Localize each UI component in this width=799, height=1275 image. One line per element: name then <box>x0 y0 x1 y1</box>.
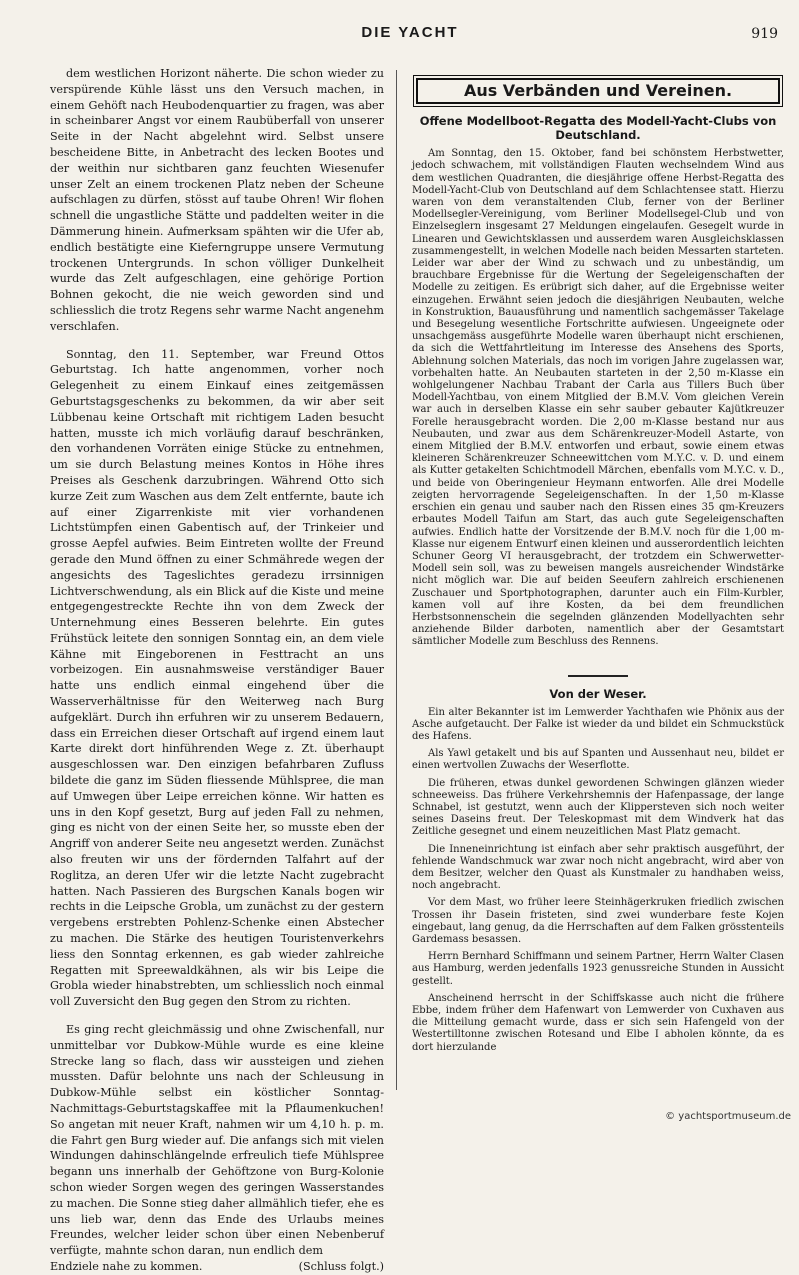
left-paragraph: dem westlichen Horizont näherte. Die schon wieder zu verspürende Kühle lässt uns den Versuch machen, in einem Gehöft nach Heubodenquartier zu fragen, was aber in scheinbarer Angst vor einem Raubüberfall von unserer Seite in der Nacht abgelehnt wird. Selbst unsere bescheidene Bitte, in Anbetracht des lecken Bootes und der weithin nur sichtbaren ganz feuchten Wiesenufer unser Zelt an einem trockenen Platz neben der Scheune aufschlagen zu dürfen, stösst auf taube Ohren! Wir flohen schnell die ungastliche Stätte und paddelten weiter in die Dämmerung hinein. Aufmerksam spähten wir die Ufer ab, endlich bestätigte eine Kieferngruppe unsere Vermutung trockenen Untergrunds. In schon völliger Dunkelheit wurde das Zelt aufgeschlagen, eine gehörige Portion Bohnen gekocht, die nie weich geworden sind und schliesslich die trotz Regens sehr warme Nacht angenehm verschlafen. <box>50 67 384 333</box>
article-paragraph: Die früheren, etwas dunkel gewordenen Schwingen glänzen wieder schneeweiss. Das frühere Verkehrshemnis der Hafenpassage, der lange Schnabel, ist gestutzt, wenn auch der Klippersteven sich noch weiter seines Daseins freut. Der Teleskopmast mit dem Windverk hat das Zeitliche gesegnet und einem neuzeitlichen Mast Platz gemacht. <box>412 777 784 838</box>
article-paragraph: Als Yawl getakelt und bis auf Spanten und Aussenhaut neu, bildet er einen wertvollen Zuwachs der Weserflotte. <box>412 748 784 772</box>
final-line: Endziele nahe zu kommen. <box>50 1259 203 1273</box>
left-paragraph: Es ging recht gleichmässig und ohne Zwischenfall, nur unmittelbar vor Dubkow-Mühle wurde es eine kleine Strecke lang so flach, dass wir aussteigen und ziehen mussten. Dafür belohnte uns nach der Schleusung in Dubkow-Mühle selbst ein köstlicher Sonntag-Nachmittags-Geburtstagskaffee mit la Pflaumenkuchen! So angetan mit neuer Kraft, nahmen wir um 4,10 h. p. m. die Fahrt gen Burg wieder auf. Die anfangs sich mit vielen Windungen dahinschlängelnde erfreulich tiefe Mühlspree begann uns innerhalb der Gehöftzone von Burg-Kolonie schon wieder Sorgen wegen des geringen Wasserstandes zu machen. Die Sonne stieg daher allmählich tiefer, ehe es uns lieb war, denn das Ende des Urlaubs meines Freundes, welcher leider schon über einen Nebenberuf verfügte, mahnte schon daran, nun endlich dem <box>50 1023 384 1258</box>
page-number: 919 <box>751 26 778 42</box>
article-paragraph: Am Sonntag, den 15. Oktober, fand bei schönstem Herbstwetter, jedoch schwachem, mit vollständigen Flauten wechselndem Wind aus dem westlichen Quadranten, die diesjährige offene Herbst-Regatta des Modell-Yacht-Club von Deutschland auf dem Schlachtensee statt. Hierzu waren von dem veranstaltenden Club, ferner von der Berliner Modellsegler-Vereinigung, vom Berliner Modellsegel-Club und von Einzelseglern insgesamt 27 Meldungen eingelaufen. Gesegelt wurde in Linearen und Gewichtsklassen und ausserdem waren Ausgleichsklassen zusammengestellt, in welchen Modelle nach beiden Messarten starteten. Leider war aber der Wind zu schwach und zu unbeständig, um brauchbare Ergebnisse für die Wertung der Segeleigenschaften der Modelle zu zeitigen. Es erübrigt sich daher, auf die Ergebnisse weiter einzugehen. Erwähnt seien jedoch die diesjährigen Neubauten, welche in Konstruktion, Bauausführung und namentlich sachgemässer Takelage und Besegelung wesentliche Fortschritte aufwiesen. Ungeeignete oder unsachgemäss ausgeführte Modelle waren überhaupt nicht erschienen, da sich die Wettfahrtleitung im Interesse des Ansehens des Sports, Ablehnung solchen Materials, das noch im vorigen Jahre zugelassen war, vorbehalten hatte. An Neubauten starteten in der 2,50 m-Klasse ein wohlgelungener Nachbau Trabant der Carla aus Tillers Buch über Modell-Yachtbau, von einem Mitglied der B.M.V. Vom gleichen Verein war auch in derselben Klasse ein sehr sauber gebauter Kajütkreuzer Forelle herausgebracht worden. Die 2,00 m-Klasse bestand nur aus Neubauten, und zwar aus dem Schärenkreuzer-Modell Astarte, von einem Mitglied der B.M.V. entworfen und erbaut, sowie einem etwas kleineren Schärenkreuzer Schneewittchen vom M.Y.C. v. D. und einem als Kutter getakelten Schichtmodell Märchen, ebenfalls vom M.Y.C. v. D., und beide von Oberingenieur Heymann entworfen. Alle drei Modelle zeigten hervorragende Segeleigenschaften. In der 1,50 m-Klasse erschien ein genau und sauber nach den Rissen eines 35 qm-Kreuzers erbautes Modell Taifun am Start, das auch gute Segeleigenschaften aufwies. Endlich hatte der Vorsitzende der B.M.V. noch für die 1,00 m-Klasse nur eigenem Entwurf einen kleinen und ausserordentlich leichten Schuner Georg VI herausgebracht, der trotzdem ein Schwerwetter-Modell sein soll, was zu beweisen mangels ausreichender Windstärke nicht möglich war. Die auf beiden Seeufern zahlreich erschienenen Zuschauer und Sportphotographen, darunter auch ein Film-Kurbler, kamen voll auf ihre Kosten, da bei dem freundlichen Herbstsonnenschein die segelnden glänzenden Modellyachten sehr anziehende Bilder darboten, namentlich aber der Gesamtstart sämtlicher Modelle zum Beschluss des Rennens. <box>412 148 784 648</box>
column-divider <box>396 70 397 1090</box>
right-column <box>412 74 784 1096</box>
left-column <box>50 66 384 1273</box>
signoff: (Schluss folgt.) <box>298 1259 384 1273</box>
article-title-regatta: Offene Modellboot-Regatta des Modell-Yacht-Clubs von Deutschland. <box>419 114 777 143</box>
section-heading: Aus Verbänden und Vereinen. <box>416 78 780 104</box>
watermark: © yachtsportmuseum.de <box>665 1111 791 1122</box>
page-header <box>40 20 780 60</box>
signoff-row <box>50 1259 384 1275</box>
article-paragraph: Vor dem Mast, wo früher leere Steinhägerkruken friedlich zwischen Trossen ihr Dasein fristeten, sind zwei wunderbare feste Kojen eingebaut, lang genug, da die Herrschaften auf dem Falken grösstenteils Gardemass besassen. <box>412 897 784 945</box>
left-paragraph: Sonntag, den 11. September, war Freund Ottos Geburtstag. Ich hatte angenommen, vorher noch Gelegenheit zu einem Einkauf eines zeitgemässen Geburtstagsgeschenks zu bekommen, da wir aber seit Lübbenau keine Ortschaft mit richtigem Laden besucht hatten, musste ich mich vorläufig darauf beschränken, den vorhandenen Vorräten einige Stücke zu entnehmen, um sie durch Belastung meines Kontos in Höhe ihres Preises als Geschenk darzubringen. Während Otto sich kurze Zeit zum Waschen aus dem Zelt entfernte, baute ich auf einer Zigarrenkiste mit vier vorhandenen Lichtstümpfen einen Gabentisch auf, der Trinkeier und grosse Aepfel aufwies. Beim Eintreten wollte der Freund gerade den Mund öffnen zu einer Schmährede wegen der angesichts des Tageslichtes geradezu irrsinnigen Lichtverschwendung, als ein Blick auf die Kiste und meine entgegengestreckte Rechte ihn von dem Zweck der Unternehmung eines Besseren belehrte. Ein gutes Frühstück leitete den sonnigen Sonntag ein, an dem viele Kähne mit Eingeborenen in Festtracht an uns vorbeizogen. Ein ausnahmsweise verständiger Bauer hatte uns endlich einmal eingehend über die Wasserverhältnisse für den Weiterweg nach Burg aufgeklärt. Durch ihn erfuhren wir zu unserem Bedauern, dass ein Erreichen dieser Ortschaft auf irgend einem laut Karte direkt dort hinführenden Wege z. Zt. überhaupt ausgeschlossen war. Den einzigen befahrbaren Zufluss bildete die ganz im Süden fliessende Mühlspree, die man auf Umwegen über Leipe erreichen könne. Wir hatten es uns in den Kopf gesetzt, Burg auf jeden Fall zu nehmen, ging es nicht von der einen Seite her, so musste eben der Angriff von anderer Seite neu angesetzt werden. Zunächst also freuten wir uns der fördernden Talfahrt auf der Roglitza, an deren Ufer wir die letzte Nacht zugebracht hatten. Nach Passieren des Burgschen Kanals bogen wir rechts in die Leipsche Grobla, um zunächst zu der gestern vergebens erstrebten Pohlenz-Schenke einen Abstecher zu machen. Die Stärke des heutigen Touristenverkehrs liess den Sonntag erkennen, es gab wieder zahlreiche Regatten mit Spreewaldkähnen, als wir bis Leipe die Grobla wieder hinabstrebten, um schliesslich noch einmal voll Zuversicht den Bug gegen den Strom zu richten. <box>50 347 384 1009</box>
article-paragraph: Ein alter Bekannter ist im Lemwerder Yachthafen wie Phönix aus der Asche aufgetaucht. Der Falke ist wieder da und bildet ein Schmuckstück des Hafens. <box>412 706 784 742</box>
magazine-title: DIE YACHT <box>361 24 459 41</box>
article-paragraph: Anscheinend herrscht in der Schiffskasse auch nicht die frühere Ebbe, indem früher dem Hafenwart von Lemwerder von Cuxhaven aus die Mitteilung gemacht wurde, dass er sich sein Hafengeld von der Westertilltonne zwischen Rotesand und Elbe I abholen könnte, da es dort hierzulande <box>412 992 784 1053</box>
article-paragraph: Herrn Bernhard Schiffmann und seinem Partner, Herrn Walter Clasen aus Hamburg, werden jedenfalls 1923 genussreiche Stunden in Aussicht gestellt. <box>412 951 784 987</box>
article-divider <box>568 675 628 677</box>
article-title-weser: Von der Weser. <box>549 686 647 701</box>
article-paragraph: Die Inneneinrichtung ist einfach aber sehr praktisch ausgeführt, der fehlende Wandschmuck war zwar noch nicht angebracht, wird aber von dem Besitzer, welcher den Quast als Kunstmaler zu handhaben weiss, noch angebracht. <box>412 843 784 892</box>
